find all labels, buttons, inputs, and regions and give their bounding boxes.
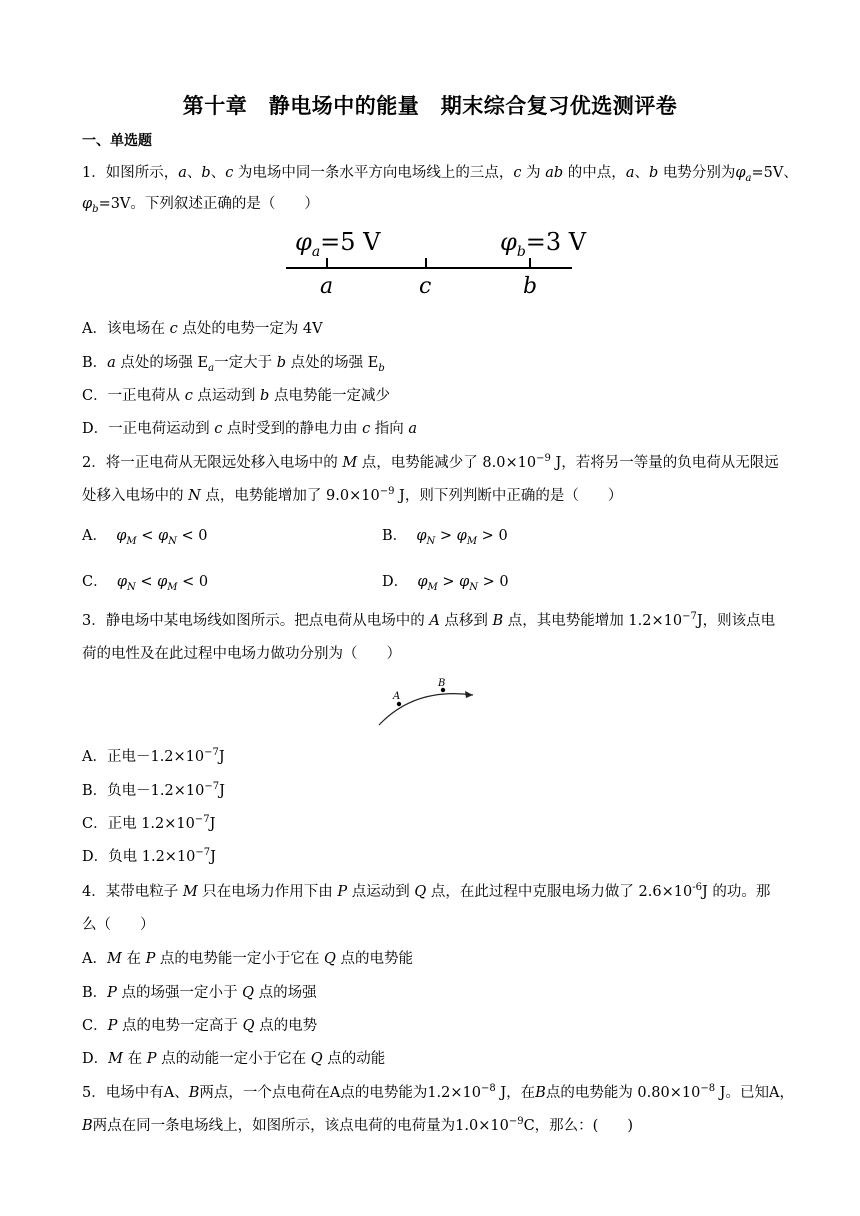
question-4-option-d[interactable]: D．M 在 P 点的动能一定小于它在 Q 点的动能 (82, 1051, 386, 1067)
question-2-line-2: 处移入电场中的 N 点，电势能增加了 $9.0\times 10^{-9}$ J，则下列判断中正确的是（ ） (82, 486, 623, 504)
question-5-line-1: 5．电场中有A、B两点，一个点电荷在A点的电势能为$1.2\times 10^{-8}$ J，在B点的电势能为 $0.80\times 10^{-8}$ J。已知A， (82, 1083, 794, 1101)
question-1-option-b[interactable]: B．a 点处的场强 $E_a$一定大于 b 点处的场强 $E_b$ (82, 355, 385, 374)
point-c-label: c (419, 274, 432, 299)
question-2-option-a[interactable]: A． $\varphi_M < \varphi_N < 0$ (82, 528, 208, 547)
question-3-option-c[interactable]: C．正电 $1.2\times 10^{-7}J$ (82, 814, 216, 832)
question-3-line-2: 荷的电性及在此过程中电场力做功分别为（ ） (82, 646, 401, 662)
question-4-option-b[interactable]: B．P 点的场强一定小于 Q 点的场强 (82, 985, 317, 1001)
question-1-option-c[interactable]: C．一正电荷从 c 点运动到 b 点电势能一定减少 (82, 388, 390, 404)
question-1-option-d[interactable]: D．一正电荷运动到 c 点时受到的静电力由 c 指向 a (82, 421, 418, 437)
point-a-dot (397, 702, 401, 706)
question-3-option-a[interactable]: A．正电$-1.2\times 10^{-7}J$ (82, 747, 225, 765)
point-a-label: a (320, 274, 334, 299)
question-3-line-1: 3．静电场中某电场线如图所示。把点电荷从电场中的 A 点移到 B 点，其电势能增加 $1.2\times 10^{-7}J$，则该点电 (82, 611, 776, 629)
question-1-line-2: $\varphi_b=3V$。下列叙述正确的是（ ） (82, 196, 319, 215)
section-heading: 一、单选题 (82, 133, 152, 149)
page-title: 第十章 静电场中的能量 期末综合复习优选测评卷 (182, 94, 678, 118)
point-a-label: A (393, 691, 401, 702)
question-3-option-d[interactable]: D．负电 $1.2\times 10^{-7}J$ (82, 847, 216, 865)
phi-b-label: $\varphi_b=3$ V (500, 228, 587, 260)
phi-a-label: $\varphi_a=5$ V (295, 228, 381, 260)
question-5-line-2: B两点在同一条电场线上，如图所示，该点电荷的电荷量为$1.0\times 10^{-9}C$，那么：( ) (82, 1116, 633, 1134)
question-1-line-1: 1．如图所示，a、b、c 为电场中同一条水平方向电场线上的三点，c 为 ab 的中点，a、b 电势分别为$\varphi_a=5V$、 (82, 165, 798, 184)
question-4-option-a[interactable]: A．M 在 P 点的电势能一定小于它在 Q 点的电势能 (82, 951, 414, 967)
question-4-option-c[interactable]: C．P 点的电势一定高于 Q 点的电势 (82, 1018, 318, 1034)
point-b-label: B (438, 678, 446, 689)
question-3-option-b[interactable]: B．负电$-1.2\times 10^{-7}J$ (82, 781, 225, 799)
question-2-line-1: 2．将一正电荷从无限远处移入电场中的 M 点，电势能减少了 $8.0\times 10^{-9}$ J，若将另一等量的负电荷从无限远 (82, 453, 779, 471)
question-2-option-d[interactable]: D． $\varphi_M > \varphi_N > 0$ (382, 574, 509, 593)
question-2-option-c[interactable]: C． $\varphi_N < \varphi_M < 0$ (82, 574, 209, 593)
arrowhead-icon (465, 691, 473, 698)
question-1-option-a[interactable]: A．该电场在 c 点处的电势一定为 4V (82, 321, 323, 337)
point-b-label: b (523, 274, 538, 299)
question-3-figure (375, 675, 485, 730)
question-4-line-1: 4．某带电粒子 M 只在电场力作用下由 P 点运动到 Q 点，在此过程中克服电场力做了 $2.6\times 10^{-6}J$ 的功。那 (82, 882, 771, 900)
question-2-option-b[interactable]: B． $\varphi_N > \varphi_M > 0$ (382, 528, 508, 547)
question-4-line-2: 么（ ） (82, 917, 155, 933)
question-1-figure (280, 225, 587, 300)
